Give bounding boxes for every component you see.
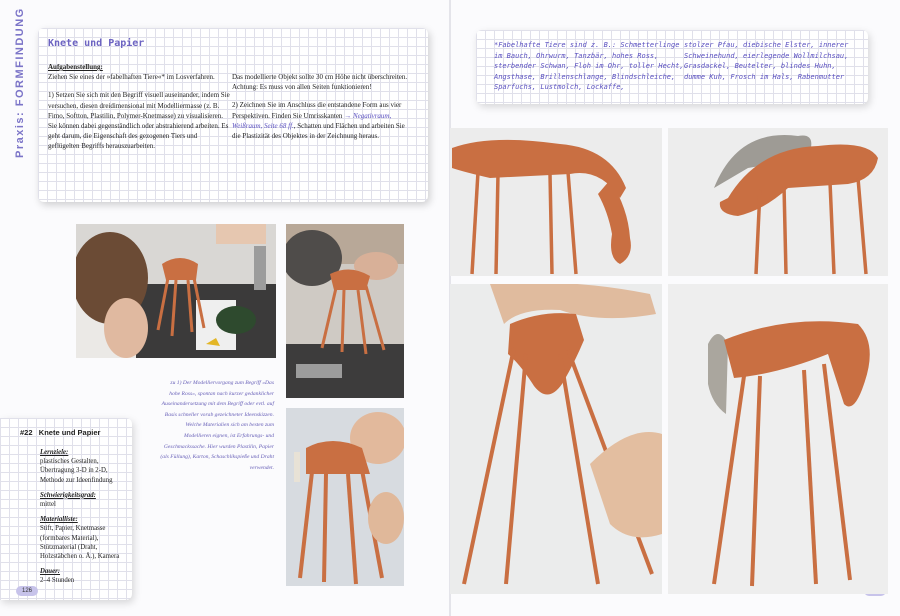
negativraum-link[interactable]: → Negativraum, Weißraum, Seite 68 ff. <box>232 111 392 130</box>
photo-modelling-legs <box>286 224 404 398</box>
goals-block <box>40 448 132 485</box>
task-step-2 <box>232 100 408 141</box>
materials-label: Materialliste: <box>40 516 78 524</box>
animals-list-part-1: *Fabelhafte Tiere sind z. B.: Schmetterlinge im Bauch, Ohrwurm, Tanzbär, hohes Ross, sterbender Schwan, Floh im Ohr, toller Hecht, Angsthase, Brillenschlange, Blindschleiche, Sparfuchs, Lustmolch, Lockaffe, <box>494 41 684 91</box>
materials-value: Stift, Papier, Knetmasse (formbares Material), Stützmaterial (Draht, Holzstäbchen o. Ä.), Kamera <box>40 525 120 561</box>
task-column-right <box>232 72 408 149</box>
task-card <box>38 28 428 202</box>
goals-label: Lernziele: <box>40 449 69 456</box>
task-column-left <box>48 62 230 160</box>
photo-modelling-overview <box>76 224 276 358</box>
photo-sculpture-side <box>450 128 662 276</box>
difficulty-block <box>40 491 132 509</box>
task-note: Das modellierte Objekt sollte 30 cm Höhe nicht überschreiten. Achtung: Es muss von allen Seiten funktionieren! <box>232 73 408 92</box>
section-side-label <box>14 7 28 160</box>
section-label-text: Praxis: FORMFINDUNG <box>14 7 26 158</box>
task-step-2-text-b: , Schatten und Flächen und arbeiten Sie die Plastizität des Objektes in der Zeichnung heraus. <box>232 121 405 141</box>
task-heading: Aufgabenstellung: <box>48 63 103 71</box>
photo-caption: zu 1) Der Modelliervorgang zum Begriff »Das hohe Ross«, spontan nach kurzer gedanklicher Auseinandersetzung mit dem Begriff oder evtl. auf Basis schneller vorab gezeichneter Ideenskizzen. Welche Materialien sich am besten zum Modellieren eignen, ist Erfahrungs- und Geschmackssache. Hier wurden Plastilin, Papier (als Füllung), Karton, Schaschlikspieße und Draht verwendet. <box>160 380 274 471</box>
duration-block <box>40 567 132 585</box>
task-step-1: 1) Setzen Sie sich mit den Begriff visuell auseinander, indem Sie versuchen, diesen dreidimensional mit Modelliermasse (z. B. Fimo, Softton, Plastilin, Polymer-Knetmasse) zu visualisieren. Sie können dabei gegenständlich oder abstrahierend arbeiten. Es geht darum, die Eigenschaft des gezogenen Tiers und geflügelten Begriffs herauszuarbeiten. <box>48 91 230 151</box>
duration-value: 2–4 Stunden <box>40 577 75 585</box>
duration-label: Dauer: <box>40 568 61 576</box>
task-title: Knete und Papier <box>48 38 145 49</box>
task-step-2-text-a: 2) Zeichnen Sie im Anschluss die entstandene Form aus vier Perspektiven. Finden Sie Umrisskanten <box>232 101 402 120</box>
goals-value: plastisches Gestalten, Übertragung 3-D in 2-D, Methode zur Ideenfindung <box>40 458 113 484</box>
difficulty-value: mittel <box>40 501 56 509</box>
photo-sculpture-bent <box>668 284 888 594</box>
animals-list-part-2: stolzer Pfau, diebische Elster, innerer Schweinehund, eierlegende Wollmilchsau, Grasdackel, Beutelter, blindes Huhn, dumme Kuh, Frosch im Hals, Rabenmutter <box>684 41 849 81</box>
fabulous-animals-card <box>476 30 868 104</box>
materials-block <box>40 515 132 561</box>
exercise-info-card <box>0 418 132 600</box>
difficulty-label: Schwierigkeitsgrad: <box>40 491 96 499</box>
task-intro: Ziehen Sie eines der »fabelhaften Tiere«* im Losverfahren. <box>48 73 215 82</box>
exercise-heading <box>20 428 100 437</box>
exercise-details <box>40 448 132 592</box>
photo-sculpture-front <box>668 128 888 276</box>
photo-sculpture-hand <box>450 284 662 594</box>
page-number-left: 126 <box>16 586 38 596</box>
exercise-number: #22 <box>20 428 33 437</box>
exercise-title: Knete und Papier <box>38 428 101 437</box>
photo-modelling-closeup <box>286 408 404 586</box>
